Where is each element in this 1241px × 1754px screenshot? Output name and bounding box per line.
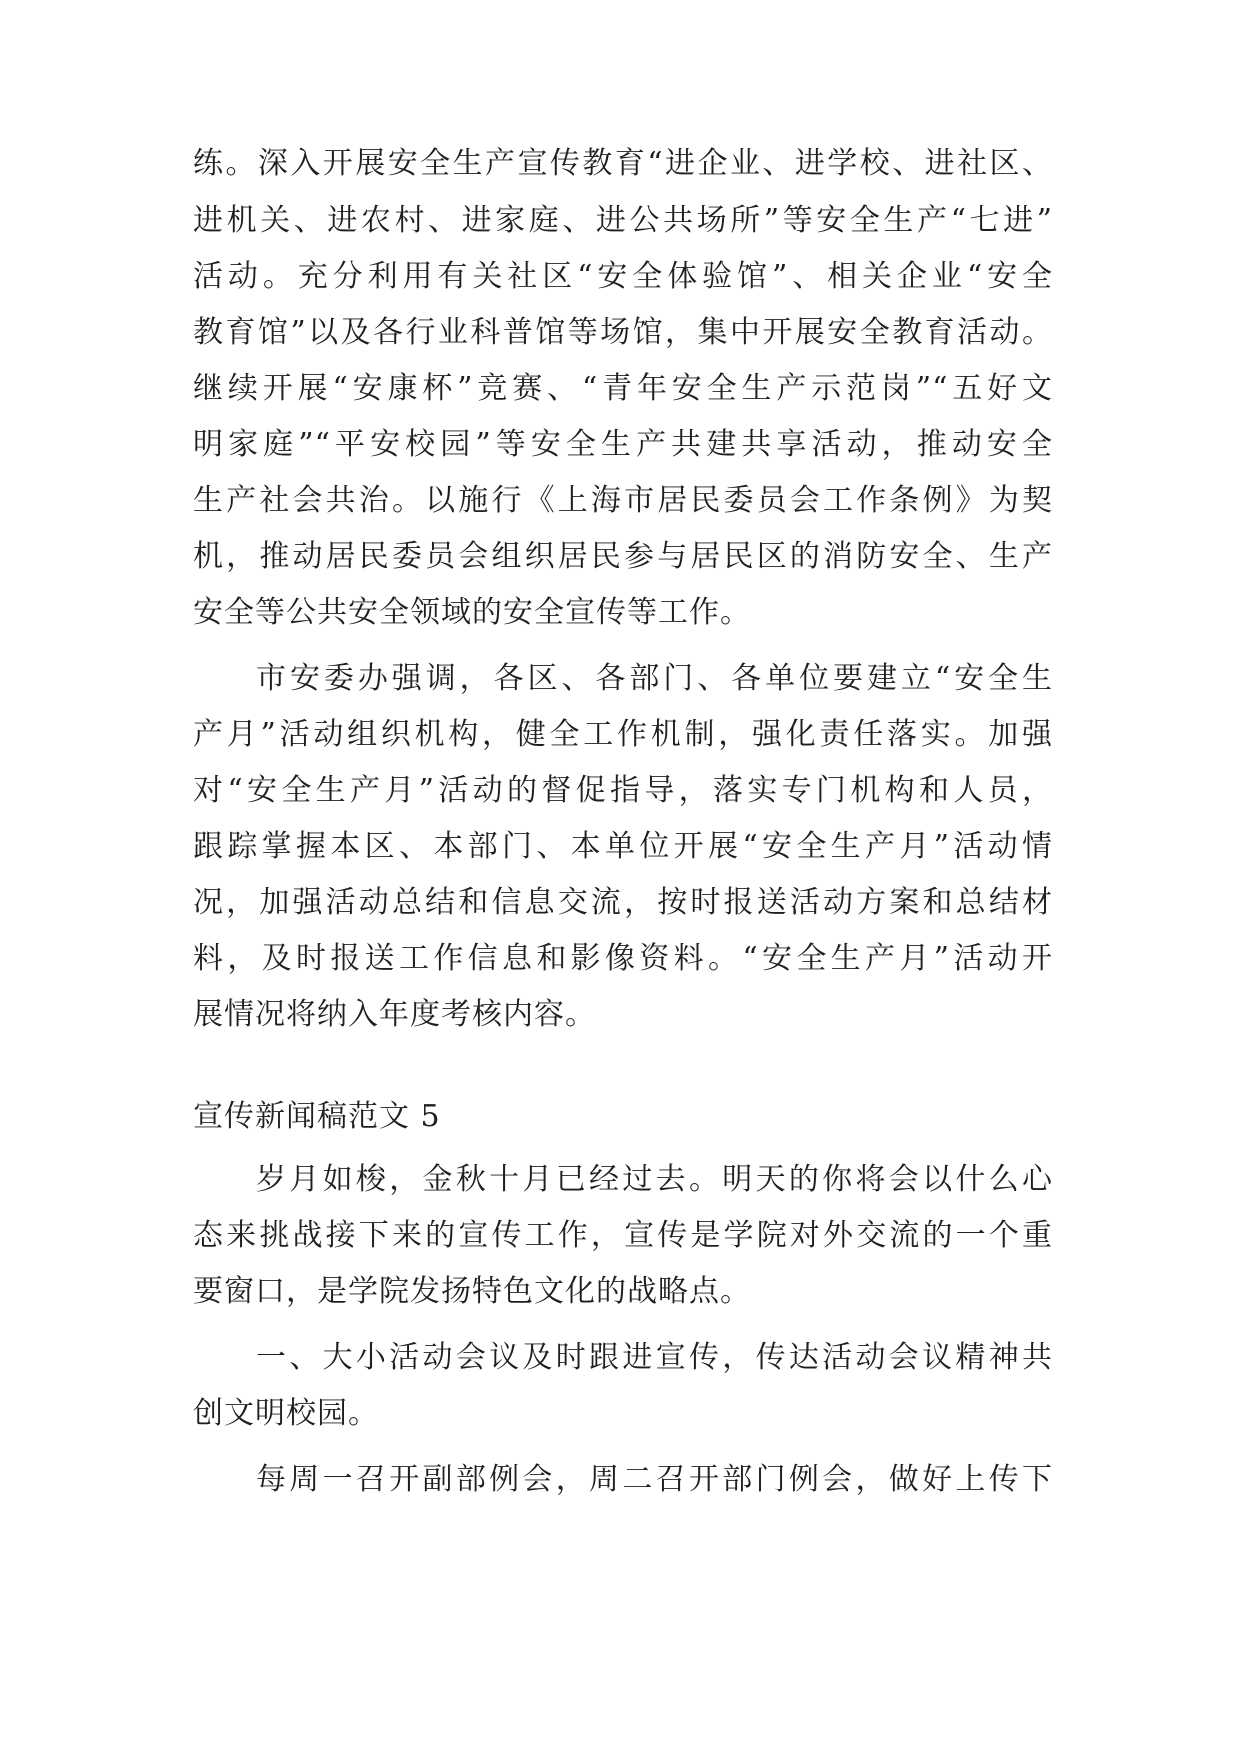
paragraph-4-line-2: 创文明校园。 (193, 1396, 379, 1431)
paragraph-1-line-6: 明家庭”“平安校园”等安全生产共建共享活动，推动安全 (193, 427, 1053, 462)
paragraph-1-line-9: 安全等公共安全领域的安全宣传等工作。 (193, 595, 751, 630)
paragraph-3-line-2: 态来挑战接下来的宣传工作，宣传是学院对外交流的一个重 (193, 1218, 1053, 1253)
paragraph-2-line-6: 料，及时报送工作信息和影像资料。“安全生产月”活动开 (193, 941, 1053, 976)
paragraph-2-line-3: 对“安全生产月”活动的督促指导，落实专门机构和人员， (193, 773, 1053, 808)
paragraph-2-line-5: 况，加强活动总结和信息交流，按时报送活动方案和总结材 (193, 885, 1053, 920)
paragraph-1-line-5: 继续开展“安康杯”竞赛、“青年安全生产示范岗”“五好文 (193, 371, 1053, 406)
section-heading: 宣传新闻稿范文 5 (193, 1099, 441, 1134)
paragraph-4-line-1: 一、大小活动会议及时跟进宣传，传达活动会议精神共 (256, 1340, 1053, 1375)
paragraph-2-line-7: 展情况将纳入年度考核内容。 (193, 997, 596, 1032)
paragraph-2-line-4: 跟踪掌握本区、本部门、本单位开展“安全生产月”活动情 (193, 829, 1053, 864)
paragraph-1-line-4: 教育馆”以及各行业科普馆等场馆，集中开展安全教育活动。 (193, 315, 1053, 350)
paragraph-2-line-2: 产月”活动组织机构，健全工作机制，强化责任落实。加强 (193, 717, 1053, 752)
paragraph-3-line-3: 要窗口，是学院发扬特色文化的战略点。 (193, 1274, 751, 1309)
paragraph-1-line-8: 机，推动居民委员会组织居民参与居民区的消防安全、生产 (193, 539, 1053, 574)
paragraph-1-line-1: 练。深入开展安全生产宣传教育“进企业、进学校、进社区、 (193, 146, 1053, 181)
paragraph-1-line-2: 进机关、进农村、进家庭、进公共场所”等安全生产“七进” (193, 203, 1053, 238)
paragraph-1-line-7: 生产社会共治。以施行《上海市居民委员会工作条例》为契 (193, 483, 1053, 518)
paragraph-2-line-1: 市安委办强调，各区、各部门、各单位要建立“安全生 (256, 661, 1053, 696)
paragraph-3-line-1: 岁月如梭，金秋十月已经过去。明天的你将会以什么心 (256, 1162, 1053, 1197)
paragraph-5-line-1: 每周一召开副部例会，周二召开部门例会，做好上传下 (256, 1462, 1053, 1497)
paragraph-1-line-3: 活动。充分利用有关社区“安全体验馆”、相关企业“安全 (193, 259, 1053, 294)
